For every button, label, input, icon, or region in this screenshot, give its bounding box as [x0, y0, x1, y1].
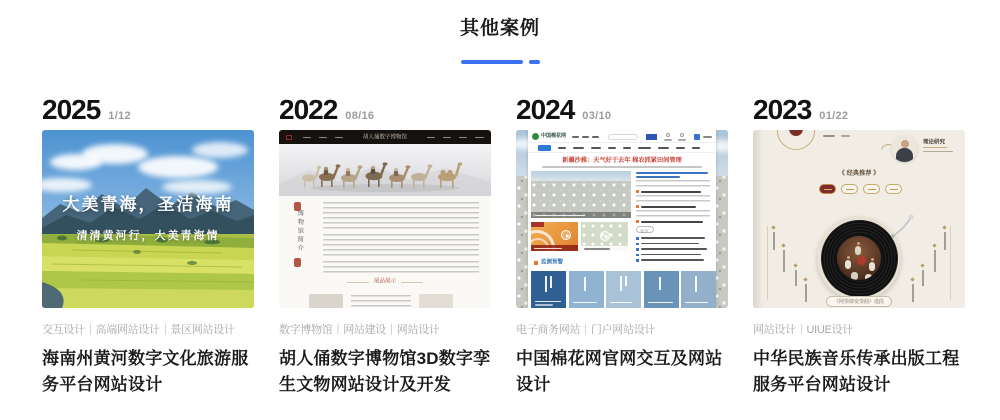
monitor-tile[interactable]: [569, 271, 604, 308]
nav-home-active[interactable]: [538, 145, 551, 152]
card-header: [753, 96, 965, 124]
bullet-icon: [636, 190, 639, 193]
scholar-avatar: [891, 135, 918, 162]
video-thumbnail-orange[interactable]: [531, 222, 578, 251]
tags-line: 电子商务网站｜门户网站设计: [516, 324, 656, 336]
monitor-tile[interactable]: [644, 271, 679, 308]
play-icon: [561, 230, 571, 240]
category-pill[interactable]: [885, 184, 902, 194]
record-label-photo: [835, 234, 883, 282]
portal-header: [528, 130, 716, 143]
video-thumbnail-cotton[interactable]: [581, 222, 628, 251]
card-header: [42, 96, 254, 124]
cotton-field-photo: [531, 171, 631, 218]
case-thumbnail-music[interactable]: [753, 130, 965, 308]
year-label: 2024: [516, 94, 575, 125]
figurines-graphic: [279, 144, 491, 196]
timeline-axis-left: [767, 226, 768, 300]
page-fold-shadow: [753, 130, 763, 308]
tags-line: 数字博物馆｜网站建设｜网站设计: [279, 324, 440, 336]
case-card-2022[interactable]: [279, 96, 491, 397]
monitor-tile[interactable]: [606, 271, 641, 308]
case-title[interactable]: 中国棉花网官网交互及网站设计: [516, 349, 723, 394]
bullet-icon: [636, 205, 639, 208]
portal-logo-icon: [532, 133, 539, 140]
cloud-shape: [192, 142, 248, 158]
cloud-shape: [82, 144, 148, 164]
category-pill[interactable]: [863, 184, 880, 194]
underline-long-bar: [461, 60, 523, 64]
case-thumbnail-landscape[interactable]: [42, 130, 254, 308]
museum-site-title: 胡人俑数字博物馆: [363, 134, 407, 141]
thumbnail-headline: 大美青海，圣洁海南: [62, 195, 234, 214]
footer-image-placeholder: [309, 294, 343, 308]
classic-section-heading: 《 经典推荐 》: [838, 170, 880, 177]
monitor-tile[interactable]: [531, 271, 566, 308]
section-icon: [534, 261, 538, 265]
date-label: 01/22: [819, 110, 849, 122]
cart-icon[interactable]: [680, 133, 684, 137]
track-pill-button[interactable]: [826, 296, 892, 307]
card-header: [516, 96, 728, 124]
timeline-axis-right: [950, 226, 951, 300]
category-pill-active[interactable]: [819, 184, 836, 194]
user-icon[interactable]: [666, 133, 670, 137]
year-label: 2023: [753, 94, 812, 125]
date-label: 08/16: [345, 110, 375, 122]
login-button[interactable]: [694, 134, 700, 140]
footer-text-placeholder: [351, 295, 411, 307]
museum-banner: [279, 144, 491, 196]
track-pill-label: 《阿里郎变奏曲》选段: [834, 299, 884, 305]
case-card-2023[interactable]: [753, 96, 965, 397]
case-card-2025[interactable]: [42, 96, 254, 397]
tags-line: 网站设计｜UIUE设计: [753, 324, 853, 336]
museum-logo-icon: [286, 135, 292, 140]
section-header: [0, 0, 1000, 64]
avatar-label: 理论研究: [923, 139, 945, 146]
portal-site-name: 中国棉花网: [541, 133, 566, 139]
case-title[interactable]: 海南州黄河数字文化旅游服务平台网站设计: [42, 349, 249, 394]
paragraph-placeholder: [323, 261, 479, 274]
search-input[interactable]: [608, 134, 638, 140]
date-label: 1/12: [108, 110, 131, 122]
year-label: 2025: [42, 94, 101, 125]
underline-short-bar: [529, 60, 540, 64]
date-label: 03/10: [582, 110, 612, 122]
thumbnail-subline: 清清黄河行，大美青海情: [76, 230, 220, 242]
monitor-section-label: 监测预警: [541, 259, 563, 266]
year-label: 2022: [279, 94, 338, 125]
museum-navbar: [279, 130, 491, 144]
case-card-2024[interactable]: [516, 96, 728, 397]
paragraph-placeholder: [323, 202, 479, 230]
paragraph-placeholder: [323, 234, 479, 257]
tags-line: 交互设计｜高端网站设计｜景区网站设计: [42, 324, 235, 336]
museum-section-vertical-label: 博物馆简介: [296, 210, 304, 254]
case-title[interactable]: 胡人俑数字博物馆3D数字孪生文物网站设计及开发: [279, 349, 491, 394]
more-button[interactable]: 更多: [636, 226, 654, 233]
monitor-tile[interactable]: [681, 271, 716, 308]
play-icon: [600, 231, 610, 241]
eu-flag-icon: [646, 134, 657, 140]
footer-image-placeholder: [419, 294, 453, 308]
portal-navbar: [528, 143, 716, 153]
title-underline: [0, 60, 1000, 64]
page-title: 其他案例: [459, 18, 540, 39]
case-cards-grid: [0, 96, 1000, 397]
seal-ornament: [294, 258, 301, 267]
case-title[interactable]: 中华民族音乐传承出版工程服务平台网站设计: [753, 349, 960, 394]
cloud-shape: [138, 156, 218, 178]
case-thumbnail-museum[interactable]: [279, 130, 491, 308]
tonearm-graphic: [881, 214, 917, 250]
portal-page: [528, 130, 716, 308]
museum-footer-label: 展品展示: [374, 278, 396, 285]
card-header: [279, 96, 491, 124]
case-thumbnail-cotton-portal[interactable]: [516, 130, 728, 308]
bullet-icon: [636, 220, 639, 223]
portal-headline[interactable]: 新疆沙雅：天气好于去年 棉农抓紧田间管理: [562, 157, 682, 164]
category-pill[interactable]: [841, 184, 858, 194]
